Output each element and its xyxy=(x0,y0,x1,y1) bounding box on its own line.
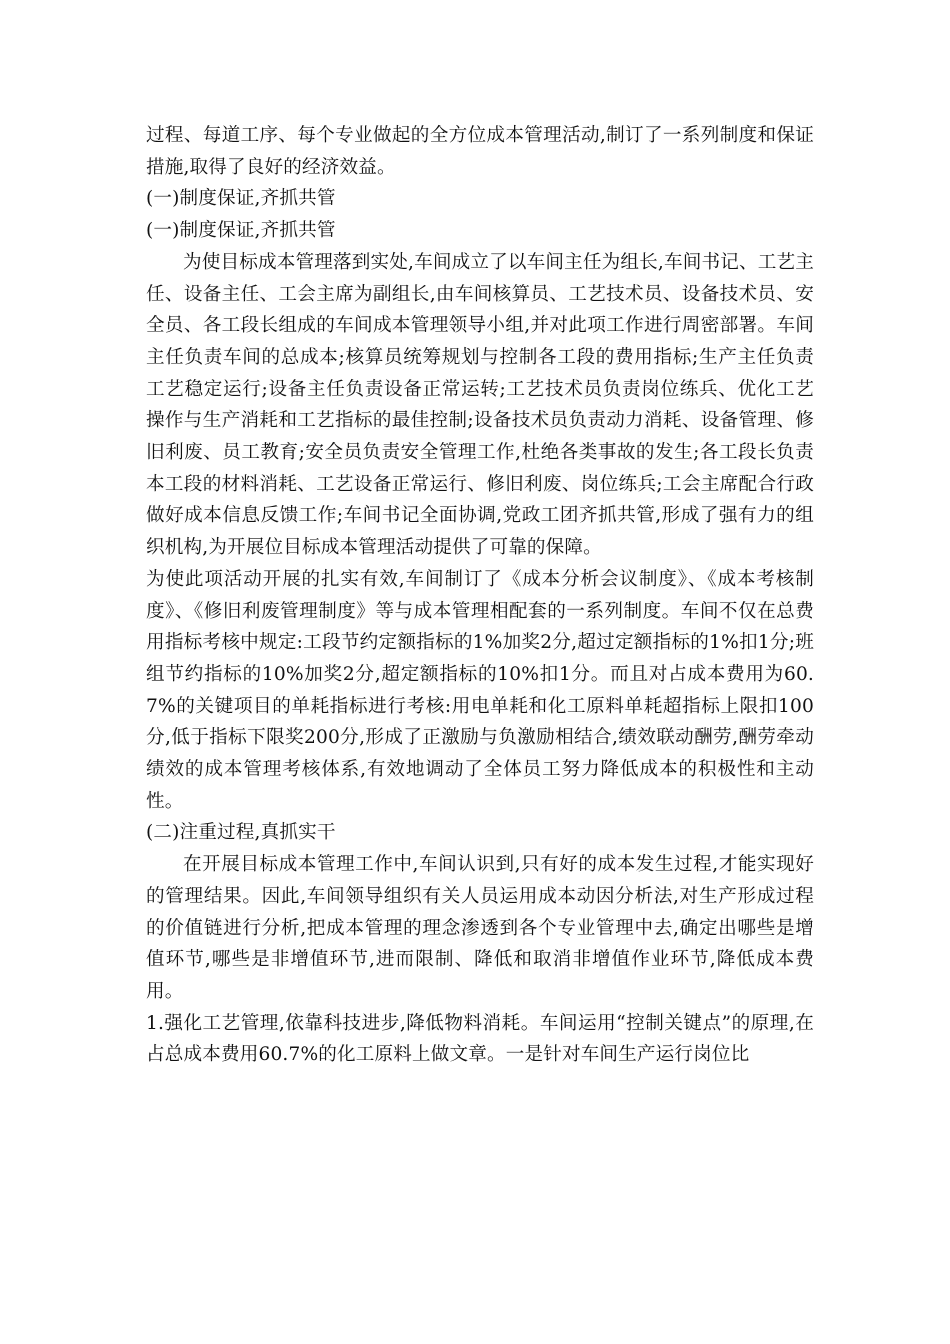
document-body xyxy=(146,120,814,1071)
section-heading-1-duplicate: (一)制度保证,齐抓共管 xyxy=(146,220,336,242)
section-heading-2: (二)注重过程,真抓实干 xyxy=(146,822,336,844)
paragraph-intro-continuation: 过程、每道工序、每个专业做起的全方位成本管理活动,制订了一系列制度和保证措施,取得了良好的经济效益。 xyxy=(146,125,814,178)
paragraph-regulations: 为使此项活动开展的扎实有效,车间制订了《成本分析会议制度》、《成本考核制度》、《修旧利废管理制度》等与成本管理相配套的一系列制度。车间不仅在总费用指标考核中规定:工段节约定额指标的1%加奖2分,超过定额指标的1%扣1分;班组节约指标的10%加奖2分,超定额指标的10%扣1分。而且对占成本费用为60.7%的关键项目的单耗指标进行考核:用电单耗和化工原料单耗超指标上限扣100分,低于指标下限奖200分,形成了正激励与负激励相结合,绩效联动酬劳,酬劳牵动绩效的成本管理考核体系,有效地调动了全体员工努力降低成本的积极性和主动性。 xyxy=(146,568,814,812)
paragraph-item-1: 1.强化工艺管理,依靠科技进步,降低物料消耗。车间运用“控制关键点”的原理,在占总成本费用60.7%的化工原料上做文章。一是针对车间生产运行岗位比 xyxy=(146,1012,814,1066)
paragraph-organization: 为使目标成本管理落到实处,车间成立了以车间主任为组长,车间书记、工艺主任、设备主任、工会主席为副组长,由车间核算员、工艺技术员、设备技术员、安全员、各工段长组成的车间成本管理领导小组,并对此项工作进行周密部署。车间主任负责车间的总成本;核算员统筹规划与控制各工段的费用指标;生产主任负责工艺稳定运行;设备主任负责设备正常运转;工艺技术员负责岗位练兵、优化工艺操作与生产消耗和工艺指标的最佳控制;设备技术员负责动力消耗、设备管理、修旧利废、员工教育;安全员负责安全管理工作,杜绝各类事故的发生;各工段长负责本工段的材料消耗、工艺设备正常运行、修旧利废、岗位练兵;工会主席配合行政做好成本信息反馈工作;车间书记全面协调,党政工团齐抓共管,形成了强有力的组织机构,为开展位目标成本管理活动提供了可靠的保障。 xyxy=(146,251,814,559)
paragraph-process: 在开展目标成本管理工作中,车间认识到,只有好的成本发生过程,才能实现好的管理结果。因此,车间领导组织有关人员运用成本动因分析法,对生产形成过程的价值链进行分析,把成本管理的理念渗透到各个专业管理中去,确定出哪些是增值环节,哪些是非增值环节,进而限制、降低和取消非增值作业环节,降低成本费用。 xyxy=(146,854,814,1002)
section-heading-1: (一)制度保证,齐抓共管 xyxy=(146,188,336,210)
